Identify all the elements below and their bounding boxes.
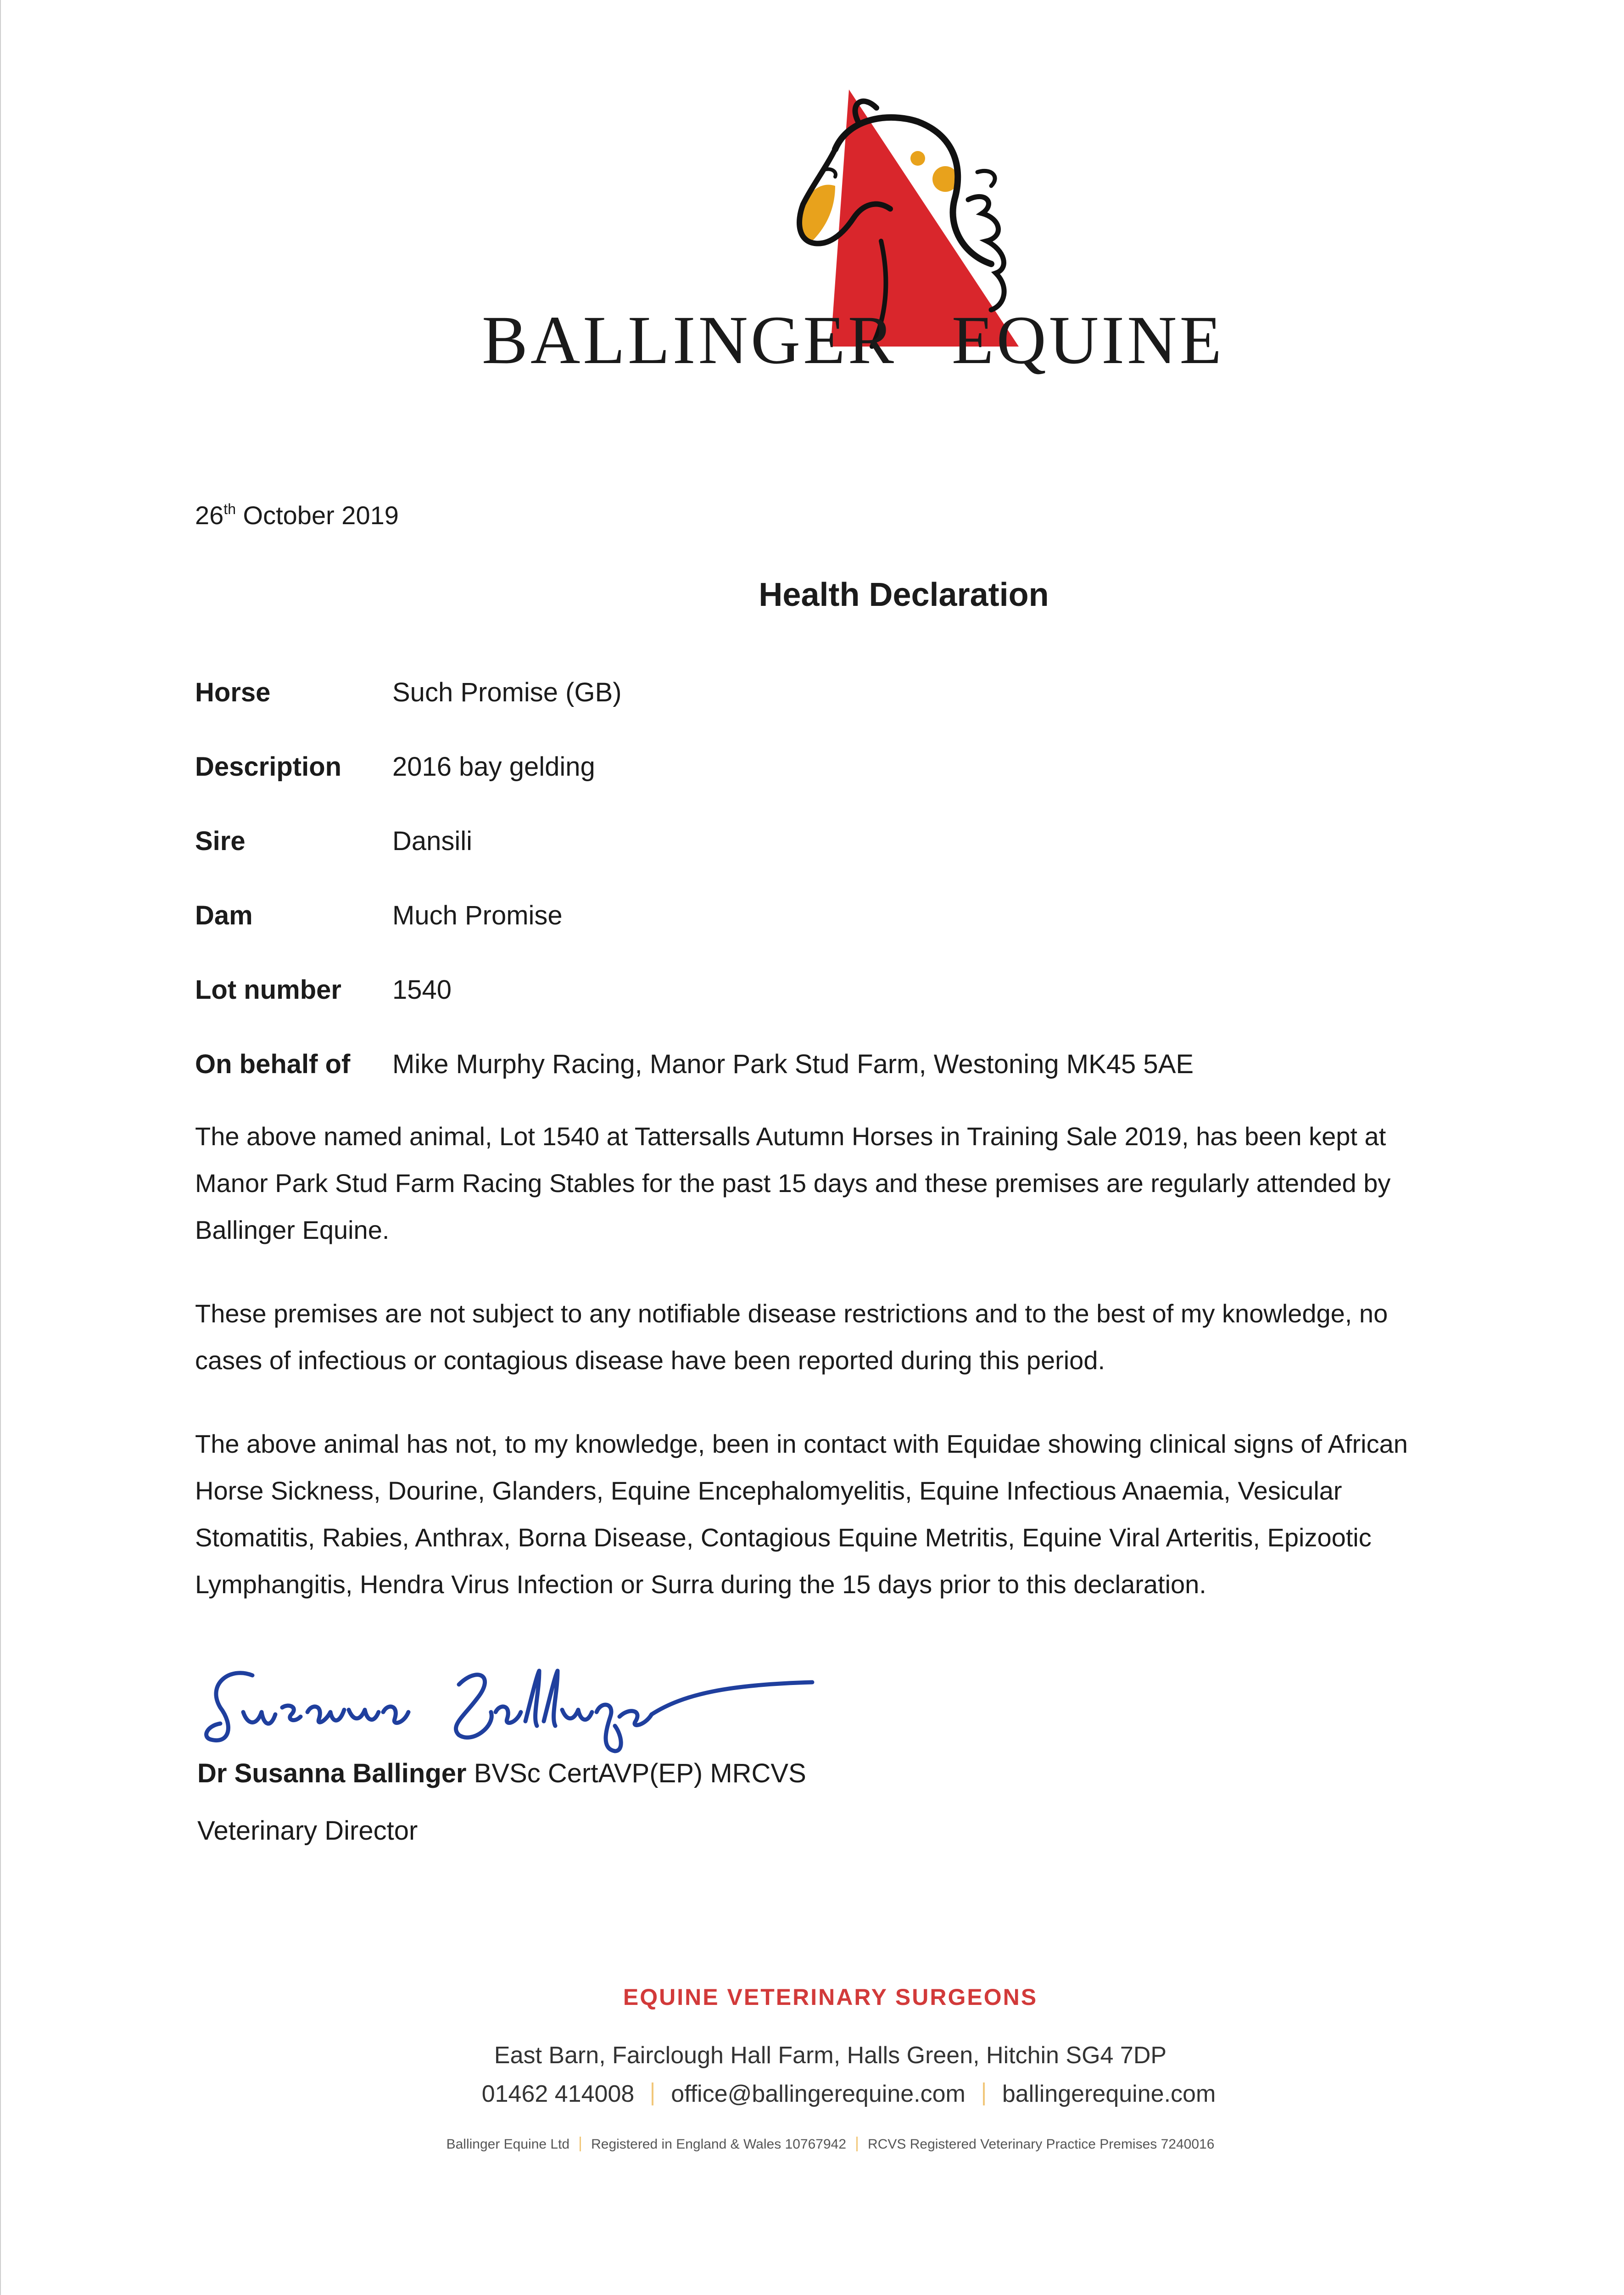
field-value: Much Promise xyxy=(392,901,563,930)
footer-email[interactable]: office@ballingerequine.com xyxy=(671,2081,965,2107)
brand-wordmark xyxy=(482,301,1225,380)
field-row-dam xyxy=(195,900,1480,974)
date-month-year: October 2019 xyxy=(243,501,399,530)
footer-company: Ballinger Equine Ltd xyxy=(446,2137,570,2152)
footer-legal-row xyxy=(0,2137,1624,2152)
footer-rcvs: RCVS Registered Veterinary Practice Premises 7240016 xyxy=(868,2137,1215,2152)
paragraph: The above named animal, Lot 1540 at Tattersalls Autumn Horses in Training Sale 2019, has been kept at Manor Park Stud Farm Racing Stables for the past 15 days and these premises are regularly attended by Ballinger Equine. xyxy=(195,1122,1391,1244)
divider xyxy=(580,2137,581,2151)
horse-details xyxy=(195,677,1480,1123)
field-value: Such Promise (GB) xyxy=(392,677,622,707)
footer-contact-row xyxy=(0,2080,1624,2108)
footer-registration: Registered in England & Wales 10767942 xyxy=(591,2137,847,2152)
divider xyxy=(983,2082,985,2105)
field-row-sire xyxy=(195,826,1480,900)
date-suffix: th xyxy=(223,501,236,517)
signatory-credentials: BVSc CertAVP(EP) MRCVS xyxy=(474,1758,806,1788)
footer-phone: 01462 414008 xyxy=(481,2081,635,2107)
declaration-body xyxy=(195,1113,1434,1645)
date-day: 26 xyxy=(195,501,224,530)
field-label: Description xyxy=(195,752,342,782)
paragraph: The above animal has not, to my knowledge, been in contact with Equidae showing clinical signs of African Horse Sickness, Dourine, Glanders, Equine Encephalomyelitis, Equine Infectious Anaemia, Vesicular Stomatitis, Rabies, Anthrax, Borna Disease, Contagious Equine Metritis, Equine Viral Arteritis, Epizootic Lymphangitis, Hendra Virus Infection or Surra during the 15 days prior to this declaration. xyxy=(195,1429,1408,1599)
field-row-description xyxy=(195,751,1480,826)
paragraph: These premises are not subject to any notifiable disease restrictions and to the best of my knowledge, no cases of infectious or contagious disease have been reported during this period. xyxy=(195,1299,1388,1375)
letter-date xyxy=(195,500,399,530)
divider xyxy=(652,2082,653,2105)
footer-heading: EQUINE VETERINARY SURGEONS xyxy=(623,1984,1038,2010)
field-value: 2016 bay gelding xyxy=(392,752,595,782)
field-label: Lot number xyxy=(195,975,341,1005)
footer-address-row xyxy=(0,2042,1624,2069)
signatory-line xyxy=(197,1758,806,1789)
field-row-on-behalf-of xyxy=(195,1049,1480,1123)
document-title: Health Declaration xyxy=(759,577,1049,613)
footer-heading-row xyxy=(0,1984,1624,2010)
field-label: On behalf of xyxy=(195,1049,351,1079)
brand-name-right: EQUINE xyxy=(951,302,1225,378)
field-row-horse xyxy=(195,677,1480,751)
field-label: Sire xyxy=(195,826,246,856)
divider xyxy=(856,2137,858,2151)
signatory-role: Veterinary Director xyxy=(197,1816,418,1846)
field-value: Mike Murphy Racing, Manor Park Stud Farm, Westoning MK45 5AE xyxy=(392,1049,1194,1079)
handwritten-signature xyxy=(202,1657,821,1753)
signatory-name: Dr Susanna Ballinger xyxy=(197,1758,467,1788)
brand-name-left: BALLINGER xyxy=(482,302,897,378)
field-label: Horse xyxy=(195,677,271,707)
field-row-lot-number xyxy=(195,974,1480,1049)
footer-address: East Barn, Fairclough Hall Farm, Halls Green, Hitchin SG4 7DP xyxy=(494,2042,1167,2069)
document-title-row xyxy=(0,576,1624,614)
field-value: 1540 xyxy=(392,975,452,1005)
field-value: Dansili xyxy=(392,826,473,856)
footer-website[interactable]: ballingerequine.com xyxy=(1002,2081,1216,2107)
field-label: Dam xyxy=(195,901,253,930)
